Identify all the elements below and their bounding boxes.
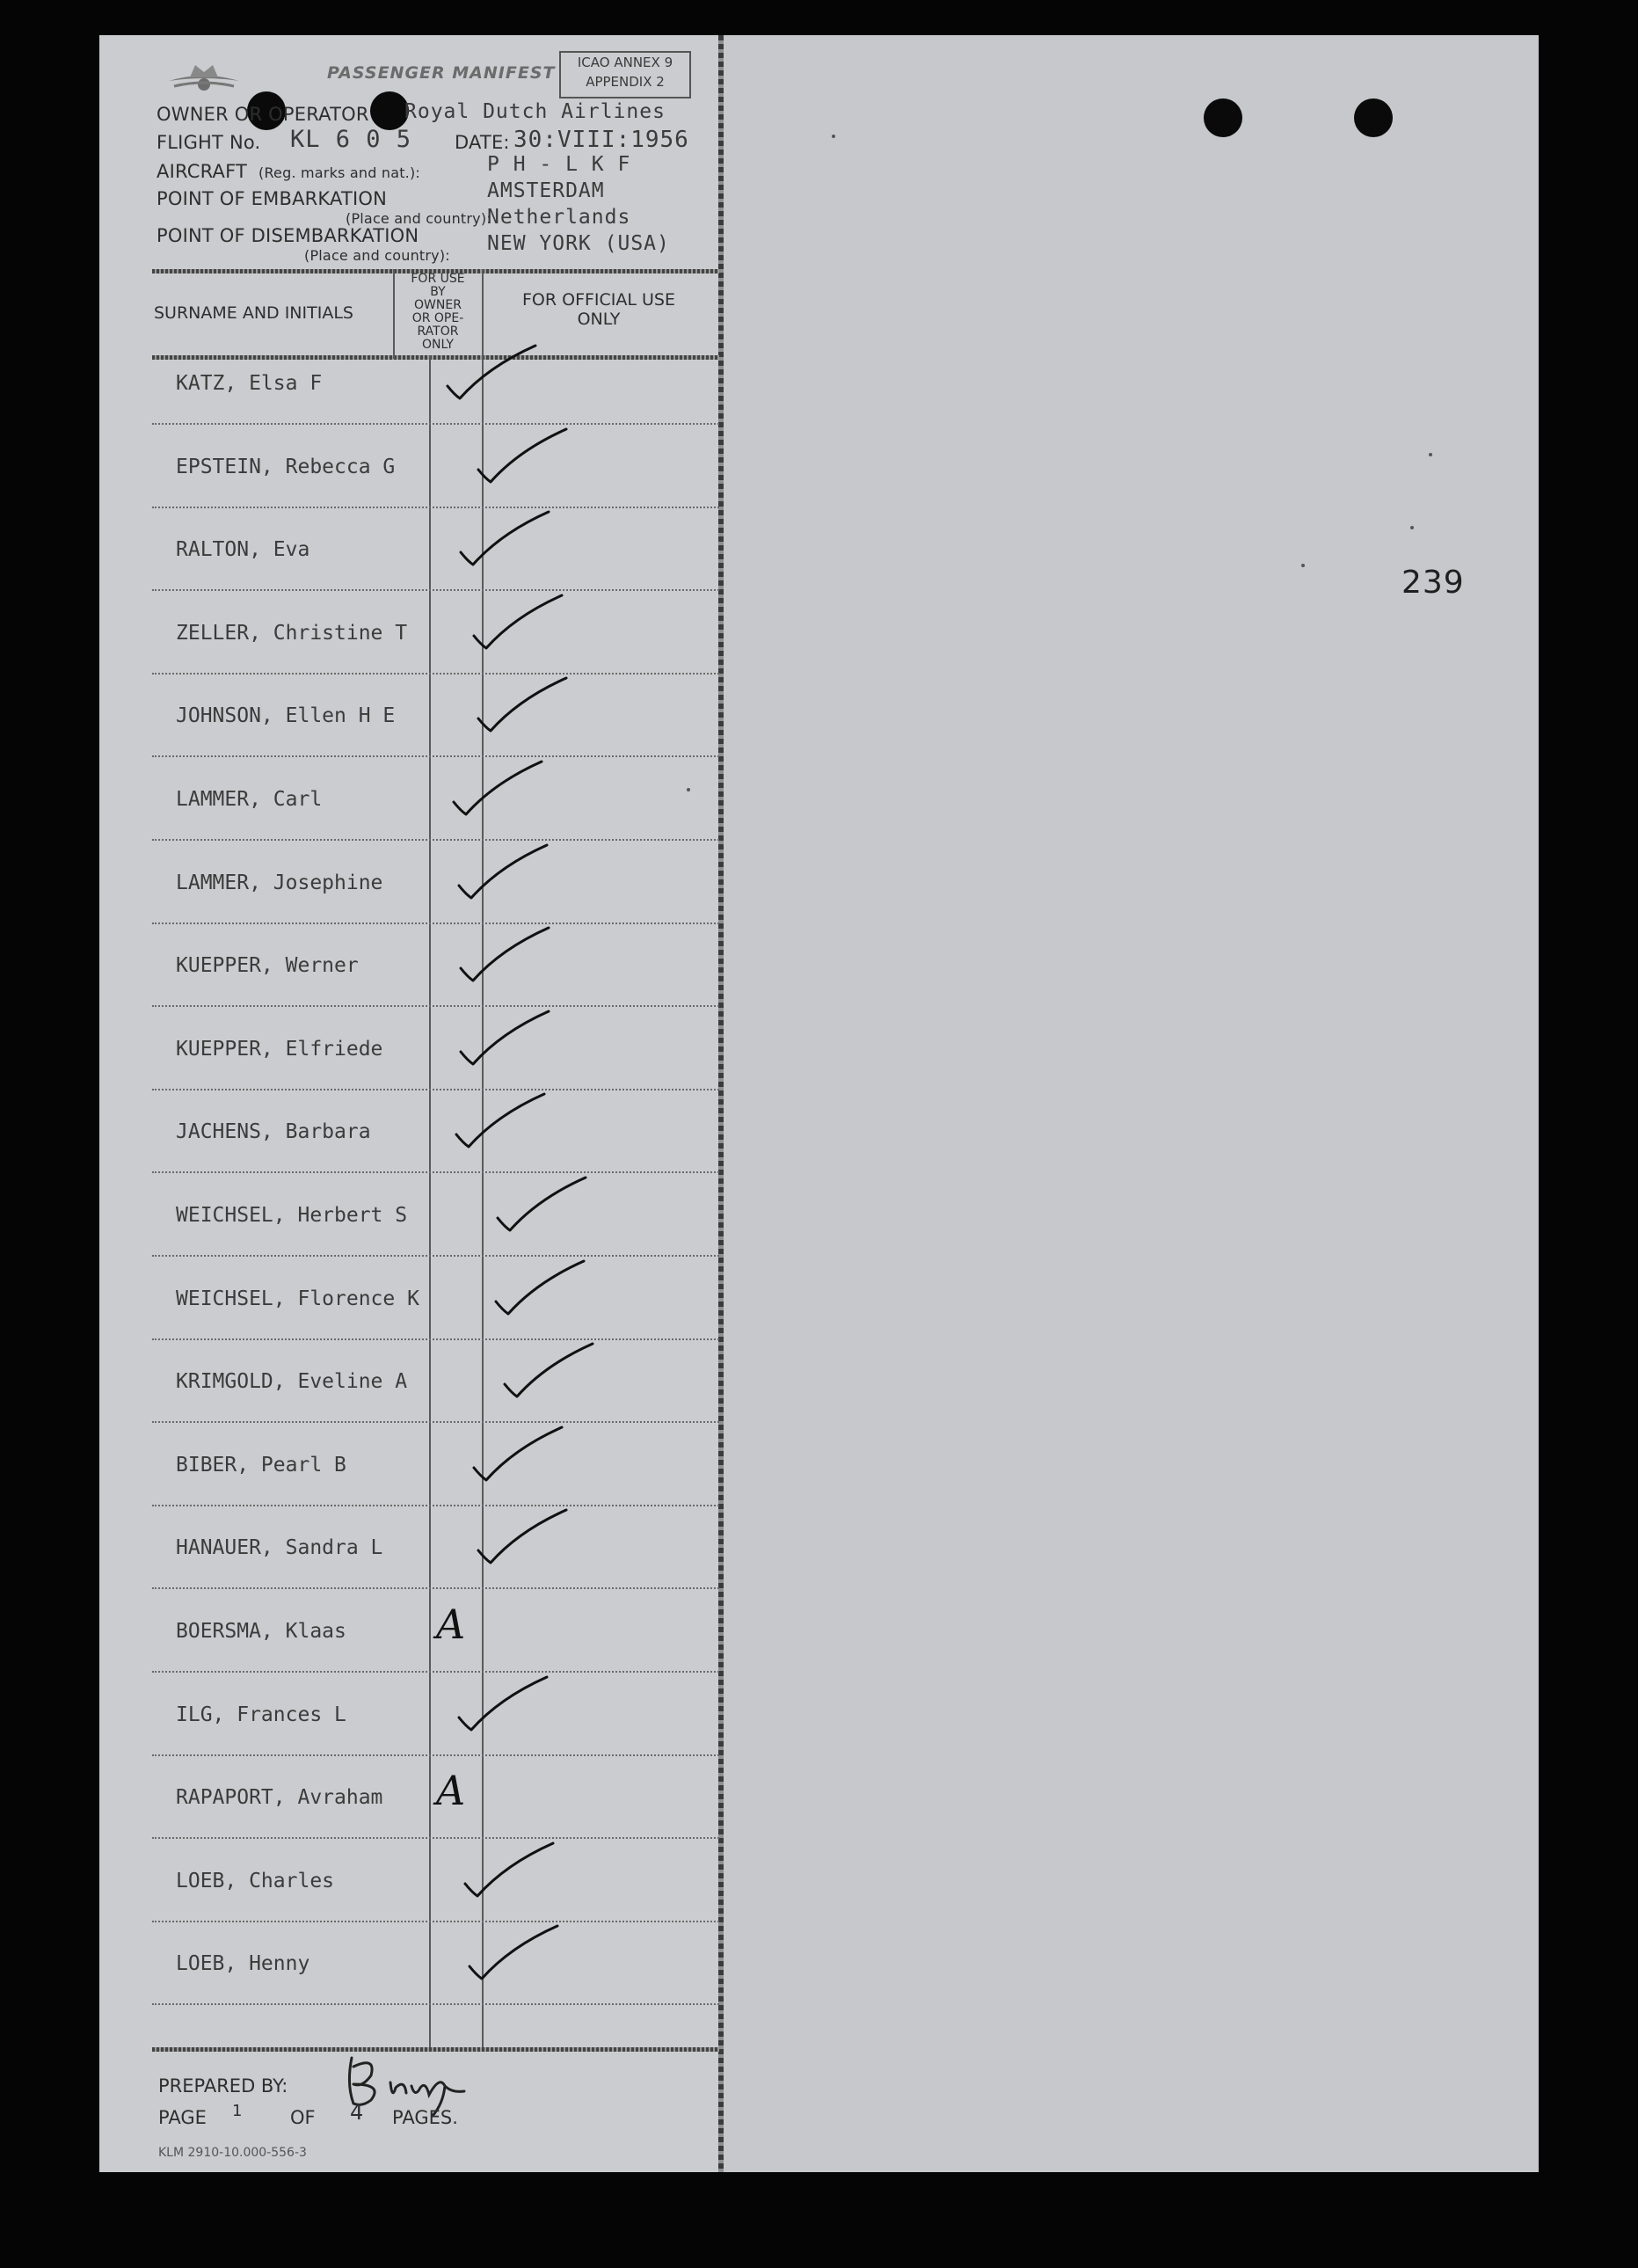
embarkation-country: Netherlands [487,206,631,229]
pages-label: PAGES. [392,2107,458,2128]
row-dotted-rule [152,755,719,757]
row-dotted-rule [152,1421,719,1423]
check-mark-icon [457,1006,554,1076]
column-divider-1 [393,269,395,359]
check-mark-icon [494,1172,591,1243]
punch-hole-3 [1204,98,1242,137]
check-mark-icon [470,1422,567,1492]
passenger-name: KRIMGOLD, Eveline A [176,1370,408,1393]
flight-value: KL 6 0 5 [290,126,412,153]
owner-use-line: ONLY [422,338,454,352]
date-label: DATE: [455,132,510,153]
passenger-name: BOERSMA, Klaas [176,1620,346,1643]
row-dotted-rule [152,1671,719,1673]
date-value: 30:VIII:1956 [513,127,689,153]
passenger-name: JACHENS, Barbara [176,1120,371,1143]
check-mark-icon [492,1256,589,1326]
passenger-name: WEICHSEL, Herbert S [176,1204,408,1227]
check-mark-icon [455,1672,552,1742]
klm-crown-logo-icon [165,58,243,97]
archive-page-number: 239 [1401,565,1465,601]
row-dotted-rule [152,1255,719,1257]
embarkation-label: POINT OF EMBARKATION [157,188,388,209]
check-mark-icon [466,1921,563,1991]
prepared-by-label: PREPARED BY: [158,2075,288,2097]
column-divider-owner [429,355,431,2047]
check-mark-icon [450,756,547,827]
flight-label: FLIGHT No. [157,132,261,153]
column-header-rule [152,355,719,360]
official-use-line: FOR OFFICIAL USE [521,290,675,310]
passenger-name: BIBER, Pearl B [176,1454,346,1477]
of-label: OF [290,2107,316,2128]
row-dotted-rule [152,1505,719,1506]
passenger-name: KUEPPER, Elfriede [176,1038,383,1061]
passenger-name: WEICHSEL, Florence K [176,1287,419,1310]
official-use-column-header [489,290,709,329]
passenger-name: LAMMER, Carl [176,788,323,811]
disembarkation-sublabel: (Place and country): [304,247,450,264]
punch-hole-4 [1354,98,1393,137]
owner-value: Royal Dutch Airlines [404,100,666,123]
passenger-name: ZELLER, Christine T [176,622,408,645]
surname-column-header: SURNAME AND INITIALS [154,303,353,323]
passenger-name: KUEPPER, Werner [176,954,359,977]
row-dotted-rule [152,1338,719,1340]
check-mark-icon [453,1089,550,1159]
passenger-name: LOEB, Charles [176,1870,335,1892]
page-number: 1 [232,2102,243,2120]
embarkation-sublabel: (Place and country): [346,210,491,227]
row-dotted-rule [152,1171,719,1173]
check-mark-icon [462,1838,558,1908]
check-mark-icon [470,590,567,660]
aircraft-label: AIRCRAFT [157,161,248,182]
row-dotted-rule [152,589,719,591]
owner-use-line: OR OPE- [411,311,464,325]
form-title: PASSENGER MANIFEST [327,63,556,83]
check-mark-icon [457,507,554,577]
embarkation-city: AMSTERDAM [487,179,605,202]
annex-box [559,51,691,98]
passenger-name: LAMMER, Josephine [176,871,383,894]
row-dotted-rule [152,2003,719,2005]
passenger-name: KATZ, Elsa F [176,372,323,395]
passenger-name: EPSTEIN, Rebecca G [176,456,396,478]
row-dotted-rule [152,1754,719,1756]
aircraft-value: P H - L K F [487,153,631,176]
row-dotted-rule [152,1921,719,1922]
owner-use-line: FOR USE [411,272,465,286]
page-label: PAGE [158,2107,207,2128]
passenger-name: RAPAPORT, Avraham [176,1786,383,1809]
owner-use-line: BY [430,285,446,299]
passenger-name: LOEB, Henny [176,1952,310,1975]
passenger-name: HANAUER, Sandra L [176,1536,383,1559]
row-dotted-rule [152,673,719,675]
punch-hole-2 [370,91,409,130]
row-dotted-rule [152,1005,719,1007]
check-mark-icon [475,673,571,743]
row-dotted-rule [152,1089,719,1090]
handwritten-a-mark: A [436,1601,466,1648]
check-mark-icon [475,424,571,494]
disembarkation-label: POINT OF DISEMBARKATION [157,225,419,246]
check-mark-icon [501,1338,598,1409]
row-dotted-rule [152,923,719,924]
handwritten-a-mark: A [436,1767,466,1814]
check-mark-icon [444,340,541,411]
annex-line-2: APPENDIX 2 [586,74,665,90]
row-dotted-rule [152,1587,719,1589]
speck [1301,564,1305,567]
annex-line-1: ICAO ANNEX 9 [577,55,673,70]
owner-use-line: RATOR [417,325,459,339]
owner-use-line: OWNER [414,298,462,312]
form-code: KLM 2910-10.000-556-3 [158,2146,307,2160]
row-dotted-rule [152,1837,719,1839]
check-mark-icon [455,840,552,910]
disembarkation-value: NEW YORK (USA) [487,232,670,255]
speck [832,135,835,138]
passenger-name: RALTON, Eva [176,538,310,561]
speck [1410,526,1414,529]
official-use-line: ONLY [577,310,621,329]
check-mark-icon [457,923,554,993]
row-dotted-rule [152,507,719,508]
page-total: 4 [350,2100,364,2125]
speck [1429,453,1432,456]
row-dotted-rule [152,839,719,841]
owner-label: OWNER OR OPERATOR [157,104,369,125]
aircraft-sublabel: (Reg. marks and nat.): [258,164,420,181]
row-dotted-rule [152,423,719,425]
check-mark-icon [475,1505,571,1575]
passenger-name: ILG, Frances L [176,1703,346,1726]
speck [687,788,690,791]
passenger-name: JOHNSON, Ellen H E [176,704,396,727]
